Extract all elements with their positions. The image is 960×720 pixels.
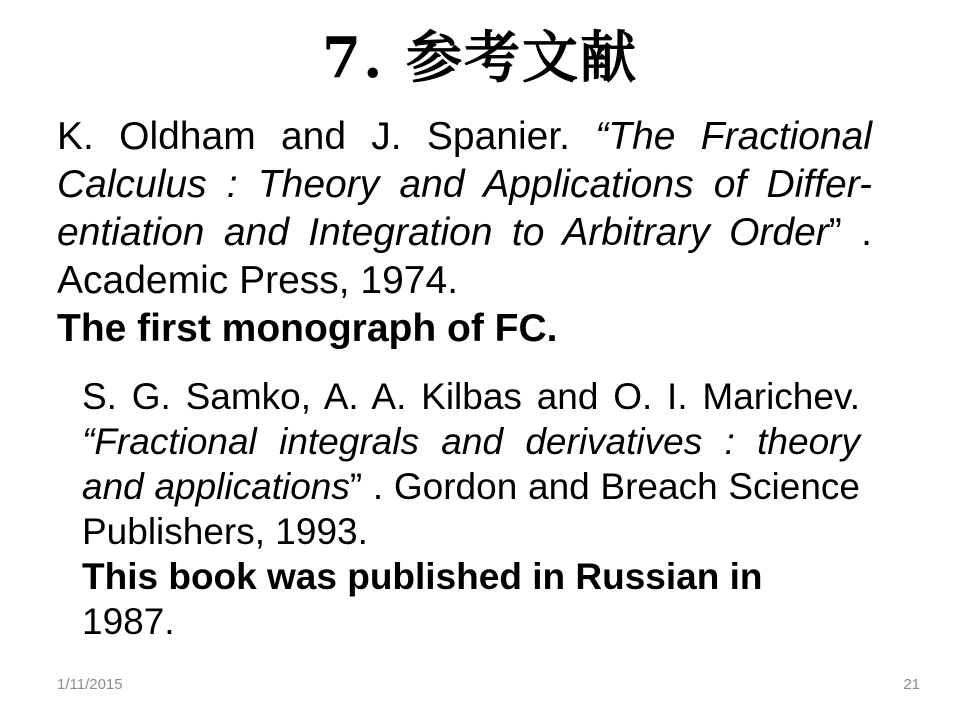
text-segment-bold: The first monograph of FC. bbox=[57, 307, 558, 350]
text-segment: ” . bbox=[828, 211, 872, 254]
text-segment-italic: and applications bbox=[82, 466, 350, 507]
reference-note-line bbox=[57, 305, 872, 353]
footer-page-number: 21 bbox=[903, 676, 920, 693]
reference-block-2 bbox=[82, 374, 860, 644]
reference-note-line bbox=[82, 554, 860, 644]
reference-line bbox=[82, 464, 860, 509]
text-segment: K. Oldham and J. Spanier. bbox=[57, 115, 596, 158]
text-segment: 1987. bbox=[82, 601, 175, 642]
reference-block-1 bbox=[57, 113, 872, 353]
text-segment-italic: “Fractional integrals and derivatives : theory bbox=[82, 421, 860, 462]
reference-line bbox=[82, 419, 860, 464]
reference-line bbox=[57, 161, 872, 209]
text-segment-italic: entiation and Integration to Arbitrary Order bbox=[57, 211, 829, 254]
footer-date: 1/11/2015 bbox=[57, 676, 123, 693]
reference-line bbox=[82, 509, 860, 554]
reference-line bbox=[57, 209, 872, 257]
text-segment-italic: “The Fractional bbox=[595, 115, 872, 158]
reference-line bbox=[82, 374, 860, 419]
text-segment: Academic Press, 1974. bbox=[57, 259, 459, 302]
text-segment: S. G. Samko, A. A. Kilbas and O. I. Marichev. bbox=[82, 376, 860, 417]
text-segment: ” . Gordon and Breach Science bbox=[349, 466, 861, 507]
text-segment-bold: This book was published in Russian in bbox=[82, 556, 763, 597]
slide-title: 7. 参考文献 bbox=[322, 25, 638, 91]
reference-line bbox=[57, 257, 872, 305]
text-segment-italic: Calculus : Theory and Applications of Differ- bbox=[57, 163, 872, 206]
text-segment: Publishers, 1993. bbox=[82, 511, 368, 552]
reference-line bbox=[57, 113, 872, 161]
